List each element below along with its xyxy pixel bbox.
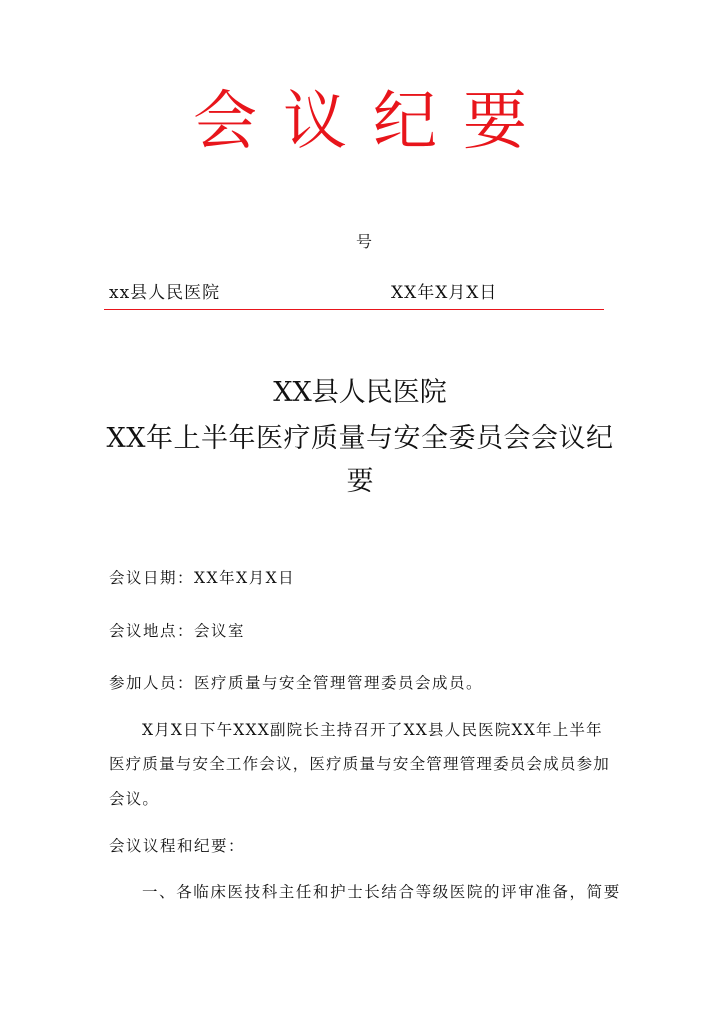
- issuer-name: xx县人民医院: [109, 283, 221, 303]
- main-title-line-1: XX县人民医院: [273, 377, 447, 408]
- agenda-item-1-line-1: 一、各临床医技科主任和护士长结合等级医院的评审准备，简要: [142, 883, 621, 901]
- paragraph-1-line-1: X月X日下午XXX副院长主持召开了XX县人民医院XX年上半年: [142, 721, 603, 739]
- paragraph-1-line-3: 会议。: [109, 790, 160, 808]
- document-number: 号: [355, 232, 372, 251]
- document-header-title: 会议纪要: [193, 85, 553, 159]
- meeting-date: 会议日期：XX年X月X日: [109, 569, 296, 587]
- meeting-attendees: 参加人员：医疗质量与安全管理管理委员会成员。: [109, 674, 484, 692]
- paragraph-1-line-2: 医疗质量与安全工作会议，医疗质量与安全管理管理委员会成员参加: [109, 755, 611, 773]
- red-header-divider: [104, 309, 604, 310]
- main-title-line-2: XX年上半年医疗质量与安全委员会会议纪: [106, 423, 614, 454]
- main-title-line-3: 要: [346, 466, 374, 497]
- agenda-heading: 会议议程和纪要：: [109, 837, 246, 855]
- meeting-place: 会议地点：会议室: [109, 622, 246, 640]
- issue-date: XX年X月X日: [391, 283, 498, 303]
